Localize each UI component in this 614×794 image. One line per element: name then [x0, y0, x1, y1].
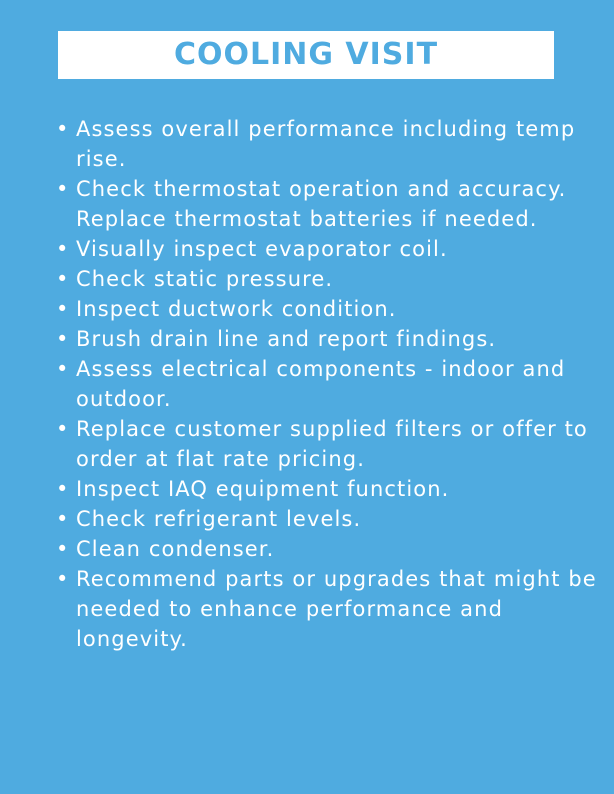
- bullet-icon: •: [56, 537, 70, 561]
- bullet-icon: •: [56, 237, 70, 261]
- list-item: [56, 324, 604, 354]
- bullet-icon: •: [56, 267, 70, 291]
- bullet-icon: •: [56, 567, 70, 591]
- list-item-text: Inspect ductwork condition.: [76, 297, 397, 321]
- bullet-icon: •: [56, 297, 70, 321]
- bullet-icon: •: [56, 417, 70, 441]
- bullet-icon: •: [56, 477, 70, 501]
- list-item-text: Check thermostat operation and accuracy. Replace thermostat batteries if needed.: [76, 177, 567, 231]
- list-item-text: Replace customer supplied filters or offer to order at flat rate pricing.: [76, 417, 588, 471]
- list-item-text: Assess electrical components - indoor and outdoor.: [76, 357, 566, 411]
- list-item-text: Clean condenser.: [76, 537, 275, 561]
- bullet-icon: •: [56, 117, 70, 141]
- list-item: [56, 234, 604, 264]
- list-item: [56, 414, 604, 474]
- page-title: COOLING VISIT: [173, 37, 439, 72]
- list-item-text: Assess overall performance including temp rise.: [76, 117, 576, 171]
- list-item: [56, 174, 604, 234]
- title-banner: [58, 31, 554, 79]
- list-item: [56, 294, 604, 324]
- list-item-text: Visually inspect evaporator coil.: [76, 237, 448, 261]
- bullet-icon: •: [56, 507, 70, 531]
- service-checklist: [56, 114, 604, 654]
- bullet-icon: •: [56, 357, 70, 381]
- list-item: [56, 114, 604, 174]
- list-item: [56, 504, 604, 534]
- list-item: [56, 354, 604, 414]
- list-item-text: Recommend parts or upgrades that might be needed to enhance performance and longevity.: [76, 567, 597, 651]
- list-item: [56, 534, 604, 564]
- list-item-text: Check static pressure.: [76, 267, 334, 291]
- list-item: [56, 474, 604, 504]
- list-item-text: Check refrigerant levels.: [76, 507, 362, 531]
- list-item-text: Brush drain line and report findings.: [76, 327, 497, 351]
- list-item: [56, 264, 604, 294]
- list-item-text: Inspect IAQ equipment function.: [76, 477, 450, 501]
- bullet-icon: •: [56, 327, 70, 351]
- bullet-icon: •: [56, 177, 70, 201]
- list-item: [56, 564, 604, 654]
